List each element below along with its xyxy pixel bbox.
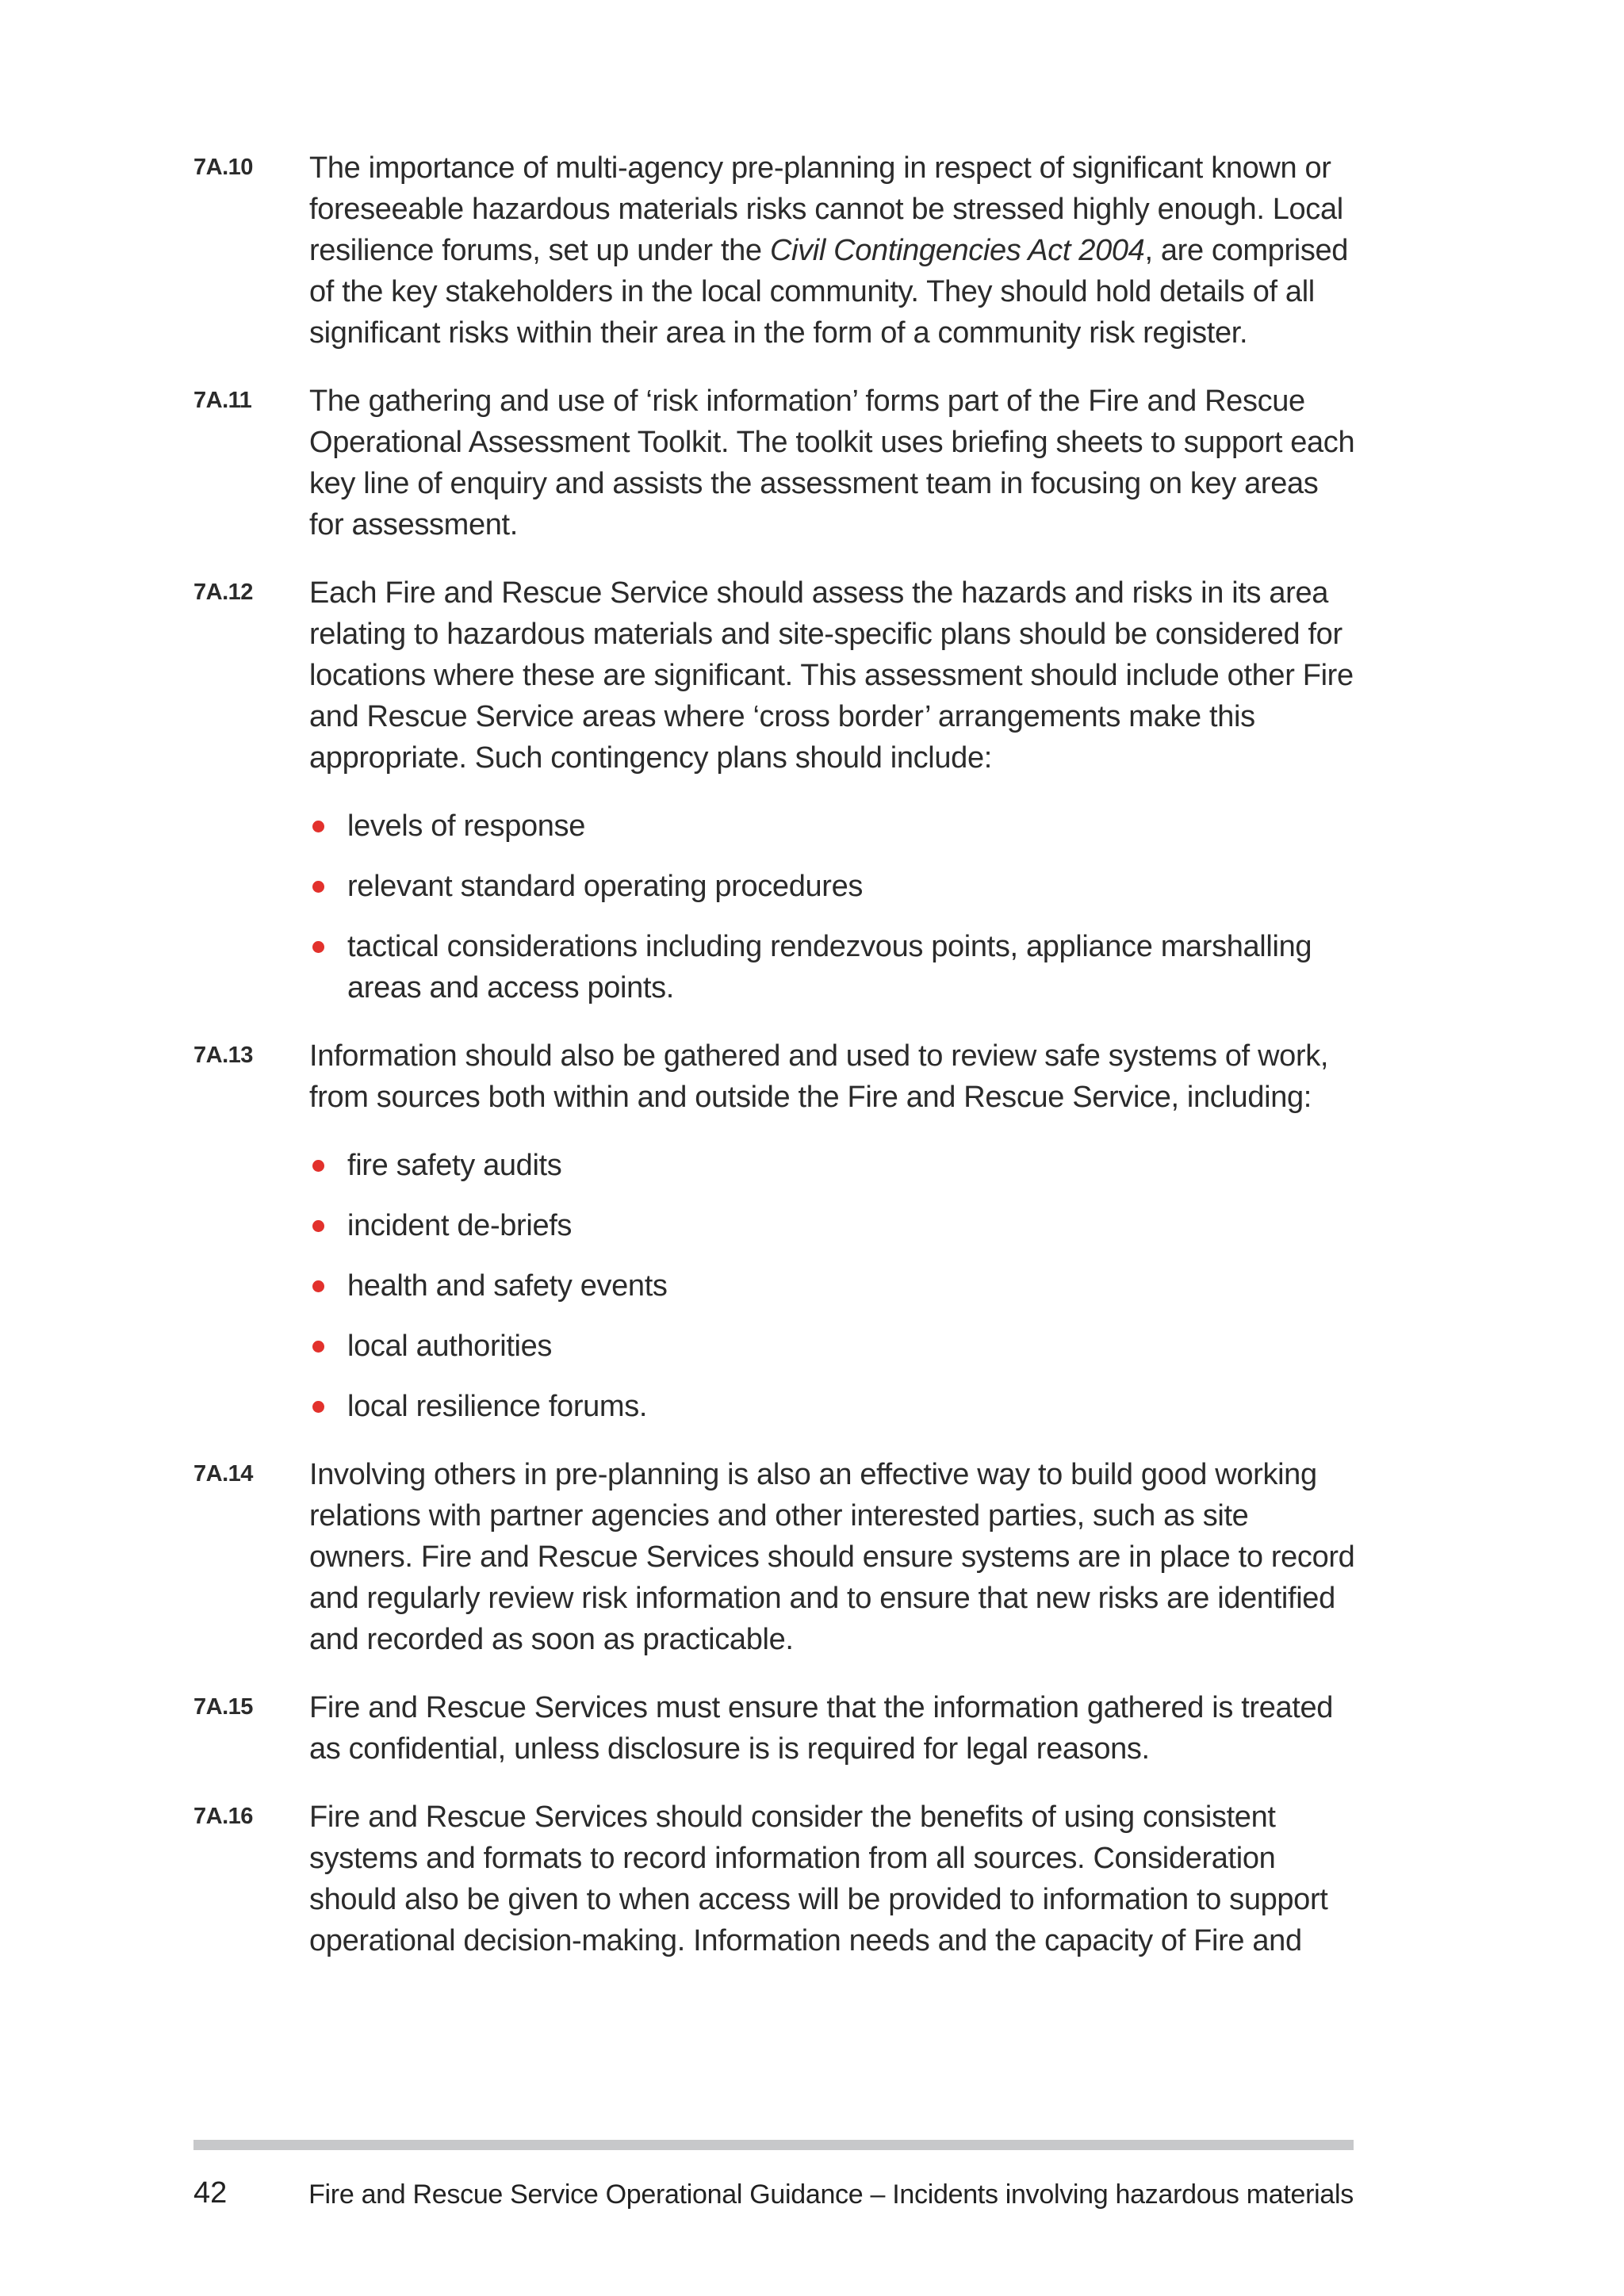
running-footer-title: Fire and Rescue Service Operational Guidance – Incidents involving hazardous materials	[308, 2179, 1354, 2210]
bullet-icon	[312, 1280, 324, 1292]
list-item	[309, 1265, 1359, 1307]
list-item	[309, 866, 1359, 907]
bullet-icon	[312, 1401, 324, 1413]
paragraph-text: Information should also be gathered and used to review safe systems of work, from sources both within and outside the Fire and Rescue Service, including:	[309, 1039, 1329, 1114]
bullet-icon	[312, 821, 324, 832]
bullet-list-7a12	[193, 806, 1359, 1008]
list-item-text: local resilience forums.	[347, 1390, 648, 1423]
act-title: Civil Contingencies Act 2004	[769, 234, 1145, 267]
paragraph-7a15	[193, 1687, 1359, 1770]
list-item-text: health and safety events	[347, 1269, 668, 1303]
paragraph-text: Fire and Rescue Services must ensure that the information gathered is treated as confidential, unless disclosure is is required for legal reasons.	[309, 1691, 1334, 1766]
paragraph-text: Involving others in pre-planning is also an effective way to build good working relations with partner agencies and other interested parties, such as site owners. Fire and Rescue Services should ensure systems are in place to record and regularly review risk information and to ensure that new risks are identified and recorded as soon as practicable.	[309, 1458, 1355, 1656]
paragraph-7a10	[193, 147, 1359, 354]
list-item	[309, 806, 1359, 847]
paragraph-number: 7A.11	[193, 388, 252, 413]
list-item-text: fire safety audits	[347, 1149, 562, 1182]
paragraph-number: 7A.13	[193, 1043, 253, 1068]
list-item	[309, 1326, 1359, 1367]
list-item	[309, 1386, 1359, 1427]
paragraph-number: 7A.14	[193, 1461, 253, 1487]
bullet-icon	[312, 941, 324, 953]
paragraph-number: 7A.16	[193, 1804, 253, 1829]
paragraph-number: 7A.12	[193, 580, 253, 605]
footer-divider	[193, 2140, 1354, 2150]
paragraph-7a12	[193, 572, 1359, 779]
paragraph-text	[309, 147, 1359, 354]
paragraph-text-end: , are comprised of the key stakeholders in the local community. They should hold details of all significant risks within their area in the form of a community risk register.	[309, 234, 1349, 350]
paragraph-text: The gathering and use of ‘risk information’ forms part of the Fire and Rescue Operational Assessment Toolkit. The toolkit uses briefing sheets to support each key line of enquiry and assists the assessment team in focusing on key areas for assessment.	[309, 385, 1355, 541]
paragraph-text: Each Fire and Rescue Service should assess the hazards and risks in its area relating to hazardous materials and site-specific plans should be considered for locations where these are significant. This assessment should include other Fire and Rescue Service areas where ‘cross border’ arrangements make this appropriate. Such contingency plans should include:	[309, 576, 1354, 775]
paragraph-number: 7A.15	[193, 1694, 253, 1720]
paragraph-7a16	[193, 1797, 1359, 1961]
bullet-list-7a13	[193, 1145, 1359, 1427]
paragraph-7a11	[193, 381, 1359, 545]
list-item-text: local authorities	[347, 1330, 553, 1363]
list-item-text: incident de-briefs	[347, 1209, 573, 1242]
paragraph-text: Fire and Rescue Services should consider the benefits of using consistent systems and formats to record information from all sources. Consideration should also be given to when access will be provided to information to support operational decision-making. Information needs and the capacity of Fire and	[309, 1800, 1328, 1957]
list-item	[309, 1145, 1359, 1186]
bullet-icon	[312, 1341, 324, 1353]
bullet-icon	[312, 1220, 324, 1232]
list-item-text: levels of response	[347, 809, 585, 843]
list-item	[309, 1205, 1359, 1246]
list-item	[309, 926, 1359, 1008]
page-number: 42	[193, 2176, 228, 2210]
bullet-icon	[312, 881, 324, 893]
paragraph-7a14	[193, 1454, 1359, 1660]
paragraph-7a13	[193, 1035, 1359, 1118]
paragraph-text-start: The importance of multi-agency pre-planning in respect of significant known or foreseeable hazardous materials risks cannot be stressed highly enough. Local resilience forums, set up under the	[309, 151, 1343, 267]
paragraph-number: 7A.10	[193, 155, 253, 180]
list-item-text: relevant standard operating procedures	[347, 870, 864, 903]
list-item-text: tactical considerations including rendezvous points, appliance marshalling areas and access points.	[347, 930, 1312, 1004]
bullet-icon	[312, 1160, 324, 1172]
page-body	[193, 147, 1359, 1988]
